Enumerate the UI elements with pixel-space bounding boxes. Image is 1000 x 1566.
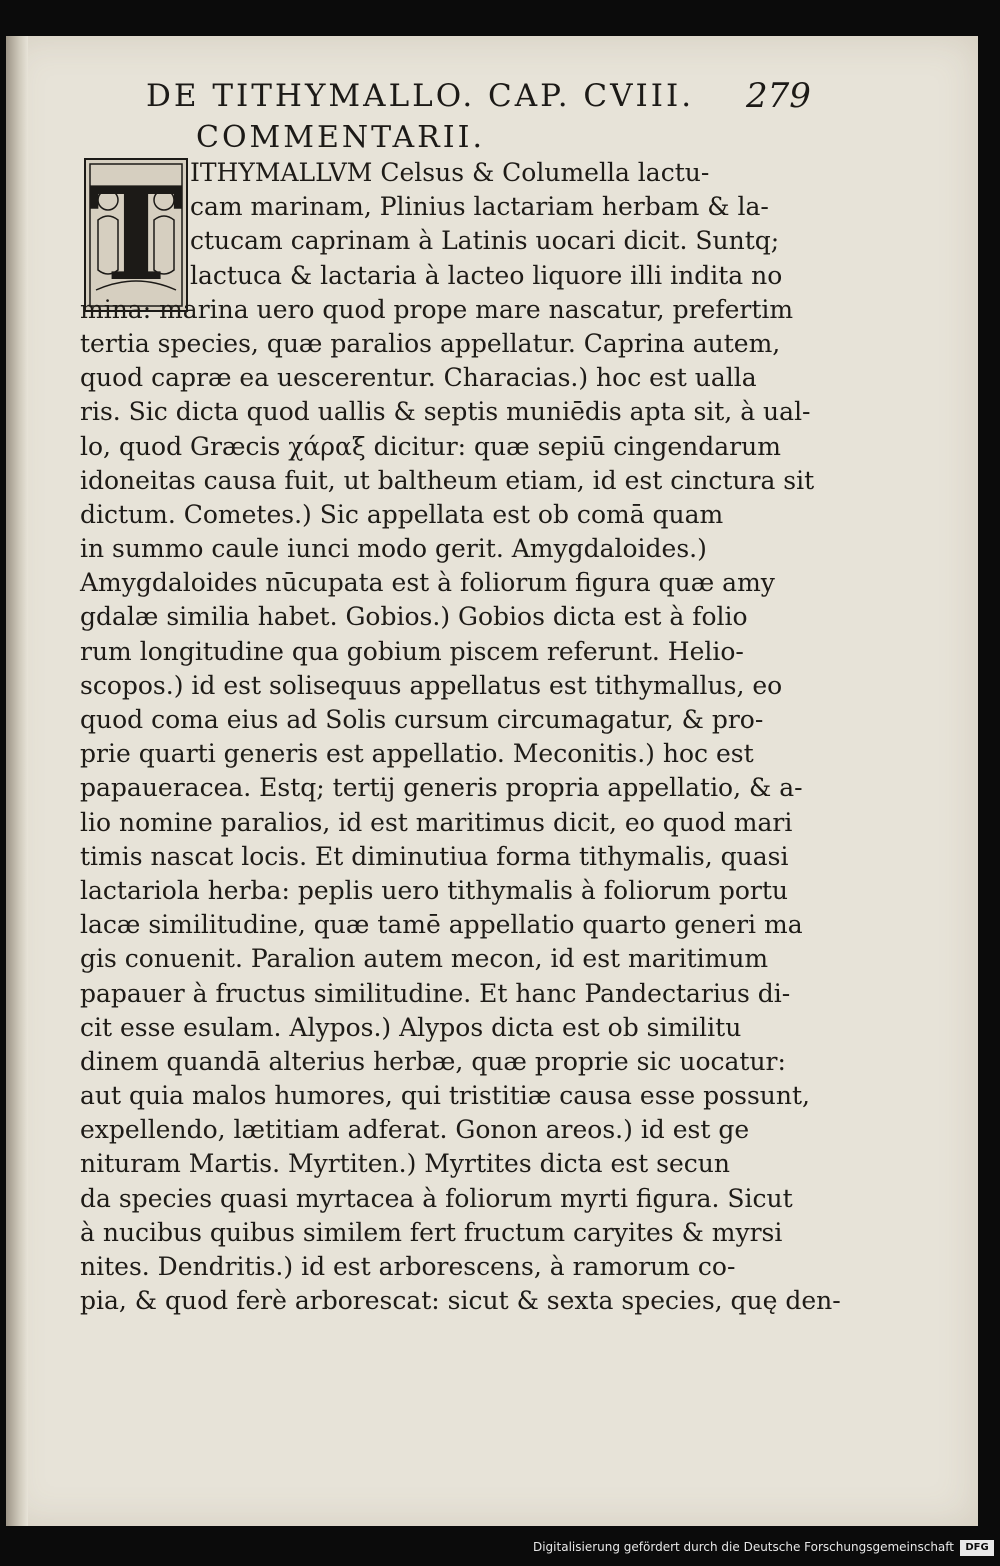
text-line: dinem quandā alterius herbæ, quæ proprie sic uocatur: (80, 1046, 786, 1076)
text-line: cit esse esulam. Alypos.) Alypos dicta est ob similitu (80, 1012, 742, 1042)
text-line: quod coma eius ad Solis cursum circumagatur, & pro- (80, 705, 764, 734)
text-line: scopos.) id est solisequus appellatus est tithymallus, eo (80, 670, 783, 700)
text-line: à nucibus quibus similem fert fructum caryites & myrsi (80, 1217, 783, 1247)
text-line: rum longitudine qua gobium piscem referunt. Helio- (80, 636, 744, 666)
text-line: lacæ similitudine, quæ tamē appellatio quarto generi ma (80, 910, 803, 940)
text-line: pia, & quod ferè arborescat: sicut & sexta species, quę den- (80, 1286, 841, 1316)
text-line: lo, quod Græcis χάραξ dicitur: quæ sepiū cingendarum (80, 431, 781, 461)
text-line: tertia species, quæ paralios appellatur. Caprina autem, (80, 328, 781, 358)
text-line: da species quasi myrtacea à foliorum myrti figura. Sicut (80, 1183, 793, 1213)
text-line: papauer à fructus similitudine. Et hanc Pandectarius di- (80, 978, 791, 1008)
text-line: papaueracea. Estq; tertij generis propria appellatio, & a- (80, 773, 803, 803)
text-line: ris. Sic dicta quod uallis & septis muniēdis apta sit, à ual- (80, 397, 811, 427)
text-line: quod capræ ea uescerentur. Characias.) hoc est ualla (80, 363, 757, 393)
text-line: expellendo, lætitiam adferat. Gonon areos.) id est ge (80, 1115, 750, 1145)
section-heading: COMMENTARII. (196, 120, 485, 155)
initial-letter: T (88, 160, 184, 310)
text-line: ctucam caprinam à Latinis uocari dicit. Suntq; (190, 226, 780, 256)
text-line: gdalæ similia habet. Gobios.) Gobios dicta est à folio (80, 602, 748, 632)
text-line: lactariola herba: peplis uero tithymalis à foliorum portu (80, 875, 788, 905)
dfg-logo: DFG (960, 1540, 994, 1556)
text-line: idoneitas causa fuit, ut baltheum etiam, id est cinctura sit (80, 465, 815, 495)
text-line: aut quia malos humores, qui tristitiæ causa esse possunt, (80, 1081, 811, 1111)
text-line: cam marinam, Plinius lactariam herbam & la- (190, 192, 769, 222)
digitization-footer (0, 1526, 1000, 1566)
running-head: DE TITHYMALLO. CAP. CVIII. (146, 78, 695, 114)
funding-credit: Digitalisierung gefördert durch die Deutsche Forschungsgemeinschaft (532, 1540, 954, 1554)
text-line: mina: marina uero quod prope mare nascatur, prefertim (80, 294, 794, 324)
text-line: lio nomine paralios, id est maritimus dicit, eo quod mari (80, 807, 793, 837)
book-page (6, 36, 978, 1526)
text-line: lactuca & lactaria à lacteo liquore illi indita no (190, 260, 783, 290)
text-line: ITHYMALLVM Celsus & Columella lactu- (190, 158, 710, 187)
text-line: timis nascat locis. Et diminutiua forma tithymalis, quasi (80, 841, 789, 871)
text-line: nituram Martis. Myrtiten.) Myrtites dicta est secun (80, 1149, 730, 1179)
page-gutter (6, 36, 28, 1526)
text-line: Amygdaloides nūcupata est à foliorum figura quæ amy (80, 568, 775, 598)
text-line: prie quarti generis est appellatio. Meconitis.) hoc est (80, 739, 754, 769)
commentary-text (80, 156, 841, 1318)
page-number: 279 (746, 76, 811, 116)
text-line: dictum. Cometes.) Sic appellata est ob comā quam (80, 499, 724, 529)
text-line: nites. Dendritis.) id est arborescens, à ramorum co- (80, 1252, 736, 1281)
text-line: in summo caule iunci modo gerit. Amygdaloides.) (80, 534, 707, 564)
text-line: gis conuenit. Paralion autem mecon, id est maritimum (80, 944, 769, 974)
